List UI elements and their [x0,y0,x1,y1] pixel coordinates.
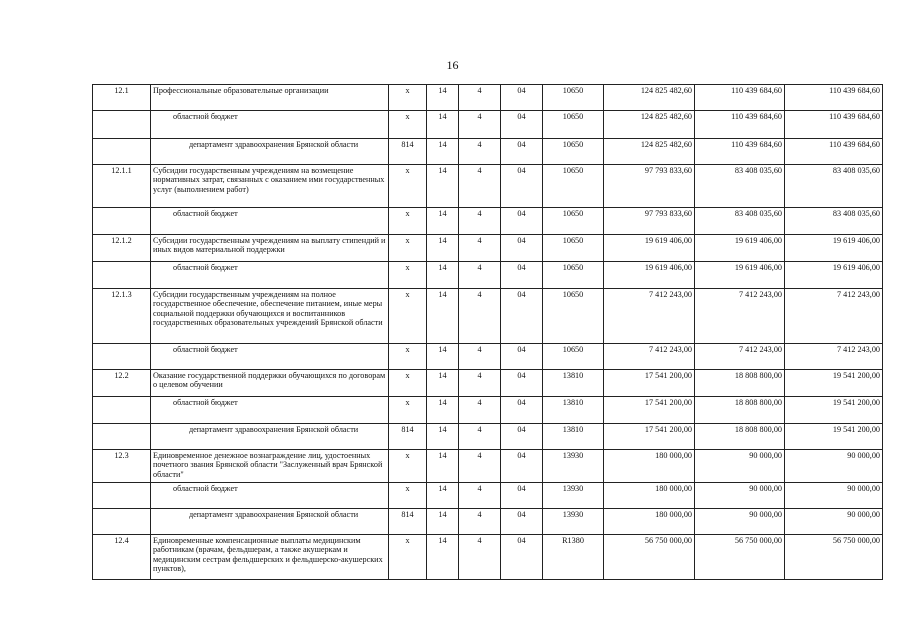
target-article-cell: 04 [501,450,543,483]
amount-year3-cell: 7 412 243,00 [785,289,883,344]
grbs-cell: x [389,450,427,483]
target-article-cell: 04 [501,235,543,262]
grbs-cell: x [389,344,427,370]
amount-year1-cell: 180 000,00 [604,450,695,483]
amount-year3-cell: 19 541 200,00 [785,397,883,424]
amount-year2-cell: 19 619 406,00 [695,235,785,262]
amount-year2-cell: 7 412 243,00 [695,289,785,344]
section-cell: 14 [427,344,459,370]
direction-cell: 10650 [543,208,604,235]
table-row [93,111,883,139]
direction-cell: 13810 [543,397,604,424]
row-number-cell [93,397,151,424]
target-article-cell: 04 [501,370,543,397]
amount-year2-cell: 18 808 800,00 [695,370,785,397]
subsection-cell: 4 [459,397,501,424]
amount-year1-cell: 124 825 482,60 [604,85,695,111]
section-cell: 14 [427,208,459,235]
grbs-cell: x [389,289,427,344]
amount-year1-cell: 19 619 406,00 [604,262,695,289]
amount-year2-cell: 110 439 684,60 [695,85,785,111]
subsection-cell: 4 [459,111,501,139]
row-number-cell: 12.1.1 [93,165,151,208]
table-row [93,208,883,235]
item-name-cell: департамент здравоохранения Брянской области [151,139,389,165]
amount-year1-cell: 56 750 000,00 [604,535,695,580]
row-number-cell [93,208,151,235]
item-name-cell: областной бюджет [151,262,389,289]
item-name-cell: Профессиональные образовательные организации [151,85,389,111]
subsection-cell: 4 [459,139,501,165]
item-name-cell: Оказание государственной поддержки обучающихся по договорам о целевом обучении [151,370,389,397]
subsection-cell: 4 [459,509,501,535]
subsection-cell: 4 [459,370,501,397]
amount-year3-cell: 90 000,00 [785,483,883,509]
direction-cell: 10650 [543,165,604,208]
section-cell: 14 [427,509,459,535]
item-name-cell: Единовременные компенсационные выплаты медицинским работникам (врачам, фельдшерам, а также акушеркам и медицинским сестрам фельдшерских и фельдшерско-акушерских пунктов), [151,535,389,580]
subsection-cell: 4 [459,483,501,509]
subsection-cell: 4 [459,262,501,289]
amount-year2-cell: 90 000,00 [695,483,785,509]
direction-cell: R1380 [543,535,604,580]
section-cell: 14 [427,235,459,262]
item-name-cell: департамент здравоохранения Брянской области [151,424,389,450]
amount-year3-cell: 19 619 406,00 [785,235,883,262]
budget-table [92,84,883,580]
row-number-cell [93,509,151,535]
item-name-cell: Единовременное денежное вознаграждение лиц, удостоенных почетного звания Брянской области "Заслуженный врач Брянской области" [151,450,389,483]
item-name-cell: департамент здравоохранения Брянской области [151,509,389,535]
row-number-cell [93,111,151,139]
target-article-cell: 04 [501,397,543,424]
item-name-cell: областной бюджет [151,483,389,509]
section-cell: 14 [427,450,459,483]
direction-cell: 10650 [543,235,604,262]
grbs-cell: x [389,535,427,580]
section-cell: 14 [427,397,459,424]
table-row [93,450,883,483]
row-number-cell [93,344,151,370]
amount-year2-cell: 19 619 406,00 [695,262,785,289]
target-article-cell: 04 [501,483,543,509]
amount-year1-cell: 19 619 406,00 [604,235,695,262]
section-cell: 14 [427,370,459,397]
section-cell: 14 [427,483,459,509]
amount-year3-cell: 110 439 684,60 [785,139,883,165]
subsection-cell: 4 [459,165,501,208]
amount-year1-cell: 124 825 482,60 [604,111,695,139]
subsection-cell: 4 [459,344,501,370]
row-number-cell [93,262,151,289]
amount-year2-cell: 18 808 800,00 [695,424,785,450]
amount-year3-cell: 90 000,00 [785,450,883,483]
direction-cell: 10650 [543,344,604,370]
grbs-cell: x [389,85,427,111]
section-cell: 14 [427,535,459,580]
amount-year1-cell: 17 541 200,00 [604,397,695,424]
grbs-cell: 814 [389,509,427,535]
amount-year3-cell: 7 412 243,00 [785,344,883,370]
target-article-cell: 04 [501,424,543,450]
amount-year1-cell: 97 793 833,60 [604,165,695,208]
direction-cell: 13810 [543,370,604,397]
table-row [93,483,883,509]
item-name-cell: Субсидии государственным учреждениям на выплату стипендий и иных видов материальной поддержки [151,235,389,262]
direction-cell: 10650 [543,85,604,111]
table-row [93,509,883,535]
amount-year2-cell: 110 439 684,60 [695,139,785,165]
grbs-cell: x [389,483,427,509]
direction-cell: 13930 [543,509,604,535]
amount-year1-cell: 124 825 482,60 [604,139,695,165]
row-number-cell: 12.1 [93,85,151,111]
section-cell: 14 [427,289,459,344]
subsection-cell: 4 [459,289,501,344]
row-number-cell: 12.3 [93,450,151,483]
amount-year1-cell: 17 541 200,00 [604,370,695,397]
row-number-cell: 12.1.2 [93,235,151,262]
amount-year3-cell: 83 408 035,60 [785,208,883,235]
direction-cell: 13930 [543,483,604,509]
grbs-cell: x [389,235,427,262]
table-row [93,139,883,165]
amount-year2-cell: 56 750 000,00 [695,535,785,580]
direction-cell: 10650 [543,262,604,289]
amount-year1-cell: 7 412 243,00 [604,289,695,344]
grbs-cell: x [389,262,427,289]
table-row [93,165,883,208]
amount-year3-cell: 83 408 035,60 [785,165,883,208]
amount-year2-cell: 110 439 684,60 [695,111,785,139]
table-row [93,370,883,397]
target-article-cell: 04 [501,289,543,344]
amount-year1-cell: 180 000,00 [604,509,695,535]
target-article-cell: 04 [501,165,543,208]
section-cell: 14 [427,85,459,111]
table-row [93,424,883,450]
table-row [93,262,883,289]
target-article-cell: 04 [501,344,543,370]
grbs-cell: x [389,208,427,235]
amount-year1-cell: 17 541 200,00 [604,424,695,450]
section-cell: 14 [427,262,459,289]
amount-year2-cell: 7 412 243,00 [695,344,785,370]
row-number-cell: 12.1.3 [93,289,151,344]
table-row [93,535,883,580]
target-article-cell: 04 [501,139,543,165]
amount-year1-cell: 97 793 833,60 [604,208,695,235]
grbs-cell: x [389,165,427,208]
subsection-cell: 4 [459,450,501,483]
item-name-cell: Субсидии государственным учреждениям на полное государственное обеспечение, обеспечение питанием, иные меры социальной поддержки обучающихся и воспитанников государственных образовательных учреждений Брянской области [151,289,389,344]
target-article-cell: 04 [501,85,543,111]
direction-cell: 10650 [543,289,604,344]
amount-year3-cell: 110 439 684,60 [785,111,883,139]
amount-year2-cell: 83 408 035,60 [695,208,785,235]
subsection-cell: 4 [459,208,501,235]
grbs-cell: 814 [389,424,427,450]
row-number-cell [93,139,151,165]
table-row [93,397,883,424]
section-cell: 14 [427,139,459,165]
amount-year2-cell: 18 808 800,00 [695,397,785,424]
row-number-cell [93,483,151,509]
table-row [93,235,883,262]
item-name-cell: областной бюджет [151,208,389,235]
row-number-cell: 12.4 [93,535,151,580]
target-article-cell: 04 [501,535,543,580]
amount-year3-cell: 19 541 200,00 [785,424,883,450]
section-cell: 14 [427,165,459,208]
table-body [93,85,883,580]
grbs-cell: 814 [389,139,427,165]
section-cell: 14 [427,111,459,139]
item-name-cell: областной бюджет [151,397,389,424]
subsection-cell: 4 [459,85,501,111]
direction-cell: 10650 [543,111,604,139]
amount-year2-cell: 90 000,00 [695,450,785,483]
amount-year1-cell: 180 000,00 [604,483,695,509]
item-name-cell: областной бюджет [151,344,389,370]
amount-year3-cell: 56 750 000,00 [785,535,883,580]
amount-year3-cell: 110 439 684,60 [785,85,883,111]
page-number: 16 [446,58,459,72]
subsection-cell: 4 [459,535,501,580]
subsection-cell: 4 [459,235,501,262]
item-name-cell: Субсидии государственным учреждениям на возмещение нормативных затрат, связанных с оказанием ими государственных услуг (выполнением работ) [151,165,389,208]
row-number-cell: 12.2 [93,370,151,397]
target-article-cell: 04 [501,208,543,235]
grbs-cell: x [389,111,427,139]
target-article-cell: 04 [501,509,543,535]
direction-cell: 13930 [543,450,604,483]
item-name-cell: областной бюджет [151,111,389,139]
direction-cell: 10650 [543,139,604,165]
grbs-cell: x [389,370,427,397]
amount-year3-cell: 90 000,00 [785,509,883,535]
direction-cell: 13810 [543,424,604,450]
subsection-cell: 4 [459,424,501,450]
table-row [93,289,883,344]
amount-year1-cell: 7 412 243,00 [604,344,695,370]
section-cell: 14 [427,424,459,450]
amount-year3-cell: 19 619 406,00 [785,262,883,289]
amount-year2-cell: 83 408 035,60 [695,165,785,208]
table-row [93,344,883,370]
amount-year3-cell: 19 541 200,00 [785,370,883,397]
table-row [93,85,883,111]
row-number-cell [93,424,151,450]
amount-year2-cell: 90 000,00 [695,509,785,535]
target-article-cell: 04 [501,111,543,139]
target-article-cell: 04 [501,262,543,289]
grbs-cell: x [389,397,427,424]
